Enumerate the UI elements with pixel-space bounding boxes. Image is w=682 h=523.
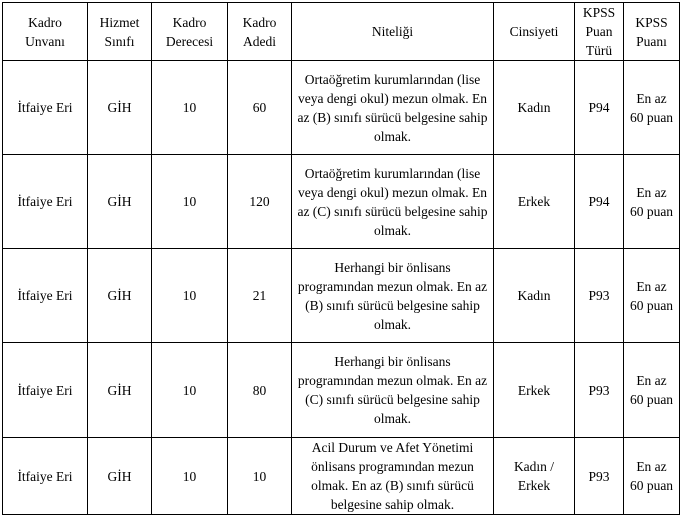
table-row — [3, 249, 680, 343]
cell-niteligi: Herhangi bir önlisans programından mezun olmak. En az (B) sınıfı sürücü belgesine sahip olmak. — [292, 249, 494, 343]
cell-kpss-puan-turu: P93 — [575, 249, 624, 343]
job-postings-table — [2, 2, 680, 515]
cell-kadro-unvani: İtfaiye Eri — [3, 438, 88, 515]
cell-kpss-puani: En az 60 puan — [624, 61, 680, 155]
cell-kadro-derecesi: 10 — [152, 249, 228, 343]
col-header-niteligi: Niteliği — [292, 3, 494, 61]
cell-kadro-adedi: 80 — [228, 343, 292, 438]
cell-kpss-puani: En az 60 puan — [624, 155, 680, 249]
table-row — [3, 61, 680, 155]
col-header-kadro-unvani: Kadro Unvanı — [3, 3, 88, 61]
col-header-hizmet-sinifi: Hizmet Sınıfı — [88, 3, 152, 61]
cell-cinsiyeti: Erkek — [494, 155, 575, 249]
cell-cinsiyeti: Erkek — [494, 343, 575, 438]
cell-kadro-unvani: İtfaiye Eri — [3, 343, 88, 438]
cell-kpss-puani: En az 60 puan — [624, 343, 680, 438]
cell-kadro-unvani: İtfaiye Eri — [3, 249, 88, 343]
table-row — [3, 438, 680, 515]
table-row — [3, 155, 680, 249]
cell-niteligi: Herhangi bir önlisans programından mezun olmak. En az (C) sınıfı sürücü belgesine sahip olmak. — [292, 343, 494, 438]
col-header-kpss-puan-turu: KPSS Puan Türü — [575, 3, 624, 61]
cell-kadro-unvani: İtfaiye Eri — [3, 155, 88, 249]
cell-kadro-derecesi: 10 — [152, 343, 228, 438]
col-header-kadro-adedi: Kadro Adedi — [228, 3, 292, 61]
cell-kadro-unvani: İtfaiye Eri — [3, 61, 88, 155]
cell-cinsiyeti: Kadın — [494, 61, 575, 155]
cell-hizmet-sinifi: GİH — [88, 343, 152, 438]
col-header-kpss-puani: KPSS Puanı — [624, 3, 680, 61]
col-header-kadro-derecesi: Kadro Derecesi — [152, 3, 228, 61]
cell-kadro-derecesi: 10 — [152, 61, 228, 155]
cell-kpss-puani: En az 60 puan — [624, 438, 680, 515]
cell-hizmet-sinifi: GİH — [88, 249, 152, 343]
cell-kadro-adedi: 21 — [228, 249, 292, 343]
cell-hizmet-sinifi: GİH — [88, 438, 152, 515]
cell-kadro-adedi: 120 — [228, 155, 292, 249]
cell-kpss-puan-turu: P94 — [575, 61, 624, 155]
col-header-cinsiyeti: Cinsiyeti — [494, 3, 575, 61]
cell-niteligi: Ortaöğretim kurumlarından (lise veya dengi okul) mezun olmak. En az (C) sınıfı sürücü belgesine sahip olmak. — [292, 155, 494, 249]
table-row — [3, 343, 680, 438]
cell-kpss-puani: En az 60 puan — [624, 249, 680, 343]
cell-hizmet-sinifi: GİH — [88, 155, 152, 249]
cell-kadro-adedi: 10 — [228, 438, 292, 515]
cell-kadro-derecesi: 10 — [152, 438, 228, 515]
header-row — [3, 3, 680, 61]
cell-kpss-puan-turu: P93 — [575, 343, 624, 438]
cell-kpss-puan-turu: P94 — [575, 155, 624, 249]
cell-niteligi: Ortaöğretim kurumlarından (lise veya dengi okul) mezun olmak. En az (B) sınıfı sürücü belgesine sahip olmak. — [292, 61, 494, 155]
cell-niteligi: Acil Durum ve Afet Yönetimi önlisans programından mezun olmak. En az (B) sınıfı sürücü belgesine sahip olmak. — [292, 438, 494, 515]
cell-cinsiyeti: Kadın / Erkek — [494, 438, 575, 515]
cell-kadro-adedi: 60 — [228, 61, 292, 155]
cell-kpss-puan-turu: P93 — [575, 438, 624, 515]
cell-kadro-derecesi: 10 — [152, 155, 228, 249]
cell-hizmet-sinifi: GİH — [88, 61, 152, 155]
cell-cinsiyeti: Kadın — [494, 249, 575, 343]
